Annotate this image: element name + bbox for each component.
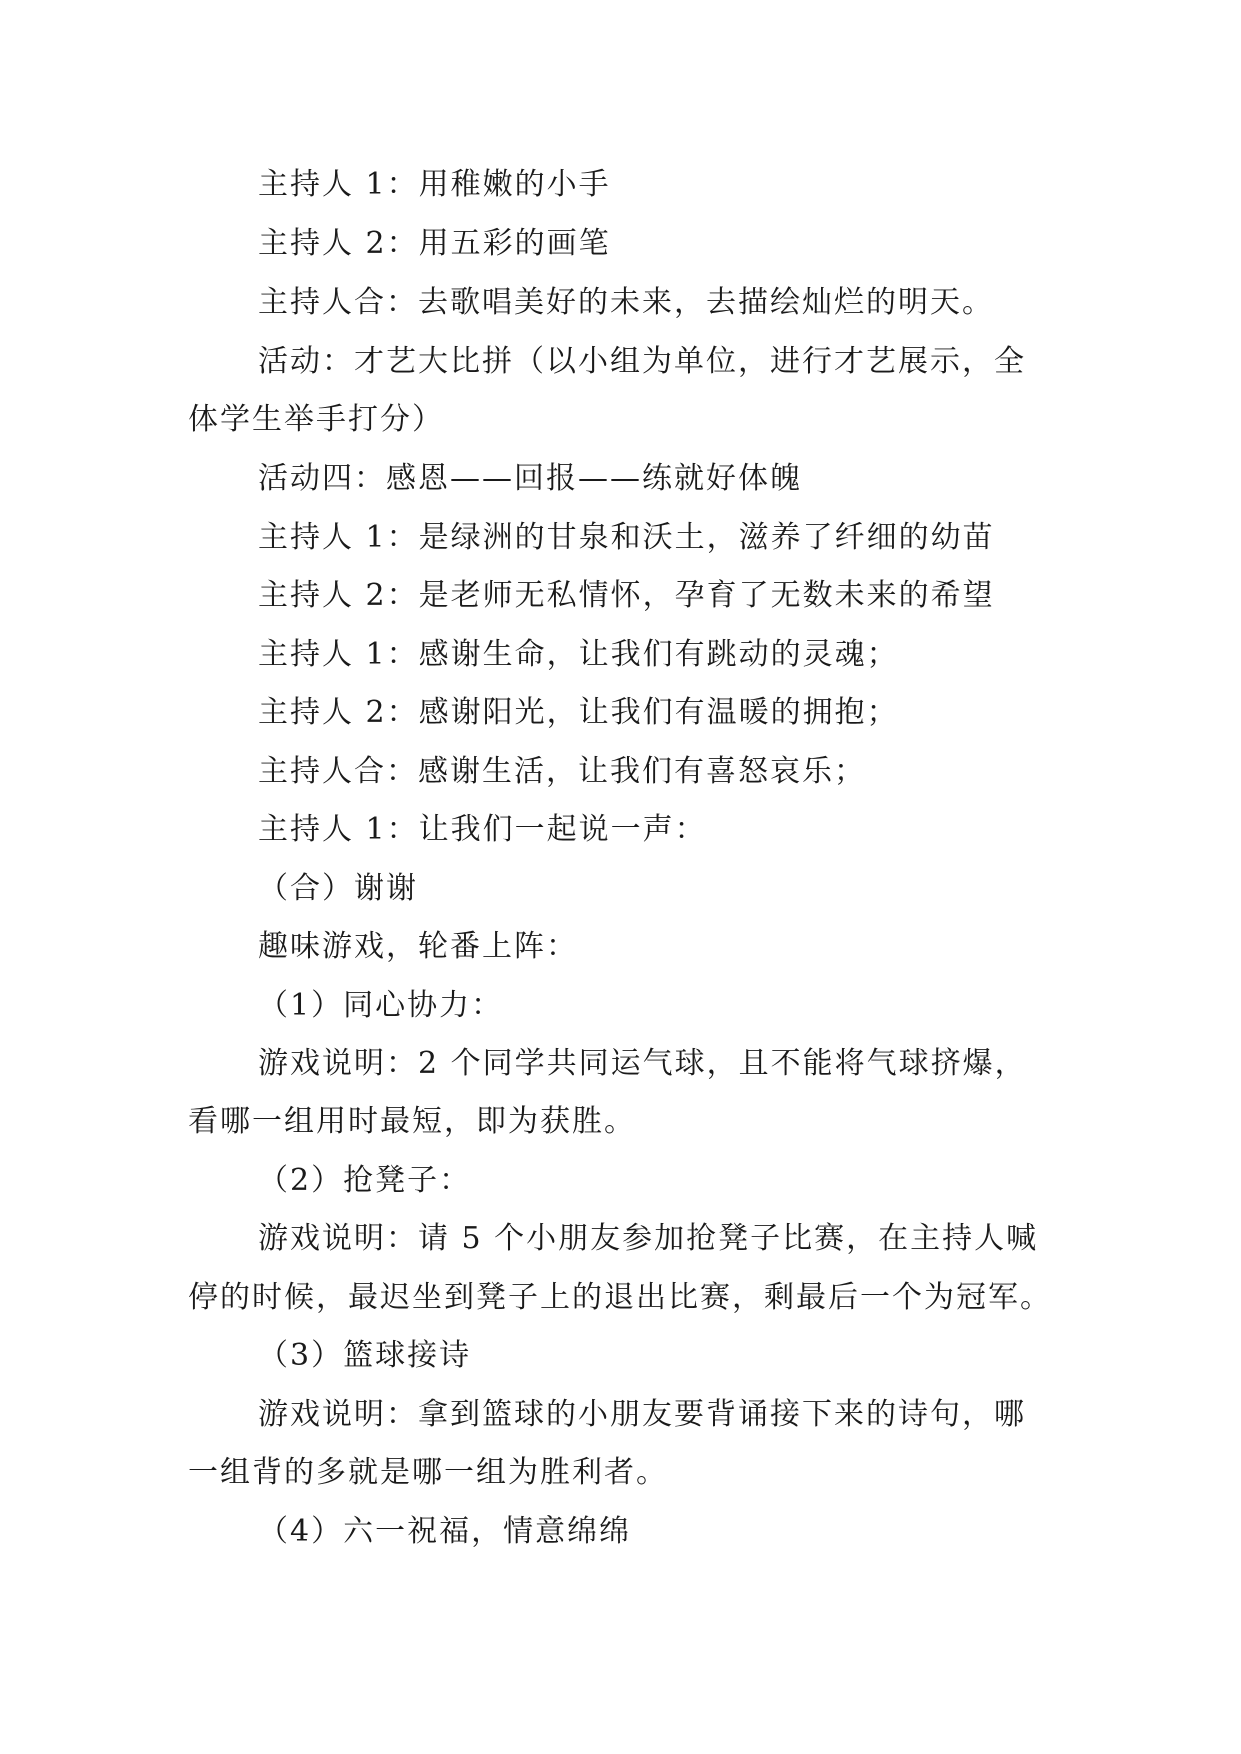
paragraph-line: 主持人 2：用五彩的画笔 (258, 226, 611, 261)
paragraph-line: 停的时候，最迟坐到凳子上的退出比赛，剩最后一个为冠军。 (188, 1280, 1052, 1315)
paragraph-line: 一组背的多就是哪一组为胜利者。 (188, 1455, 668, 1490)
paragraph-line: 主持人 1：感谢生命，让我们有跳动的灵魂； (258, 637, 899, 672)
paragraph-line: 趣味游戏，轮番上阵： (258, 929, 578, 964)
paragraph-line: 主持人 1：是绿洲的甘泉和沃土，滋养了纤细的幼苗 (258, 520, 995, 555)
paragraph-line: 主持人 2：是老师无私情怀，孕育了无数未来的希望 (258, 578, 995, 613)
paragraph-line: 游戏说明：拿到篮球的小朋友要背诵接下来的诗句，哪 (258, 1397, 1026, 1432)
paragraph-line: 主持人 1：用稚嫩的小手 (258, 167, 611, 202)
paragraph-line: 主持人合：去歌唱美好的未来，去描绘灿烂的明天。 (258, 285, 994, 320)
game-heading: （3）篮球接诗 (258, 1338, 472, 1373)
section-heading: 活动四：感恩——回报——练就好体魄 (258, 461, 802, 496)
paragraph-line: 游戏说明：请 5 个小朋友参加抢凳子比赛，在主持人喊 (258, 1221, 1039, 1256)
paragraph-line: （合）谢谢 (258, 871, 418, 906)
paragraph-line: 主持人 1：让我们一起说一声： (258, 812, 707, 847)
paragraph-line: 主持人 2：感谢阳光，让我们有温暖的拥抱； (258, 695, 899, 730)
game-heading: （4）六一祝福，情意绵绵 (258, 1514, 632, 1549)
paragraph-line: 游戏说明：2 个同学共同运气球，且不能将气球挤爆， (258, 1046, 1027, 1081)
paragraph-line: 活动：才艺大比拼（以小组为单位，进行才艺展示，全 (258, 344, 1026, 379)
paragraph-line: 体学生举手打分） (188, 402, 444, 437)
game-heading: （2）抢凳子： (258, 1163, 472, 1198)
paragraph-line: 主持人合：感谢生活，让我们有喜怒哀乐； (258, 754, 866, 789)
paragraph-line: 看哪一组用时最短，即为获胜。 (188, 1104, 636, 1139)
game-heading: （1）同心协力： (258, 988, 504, 1023)
